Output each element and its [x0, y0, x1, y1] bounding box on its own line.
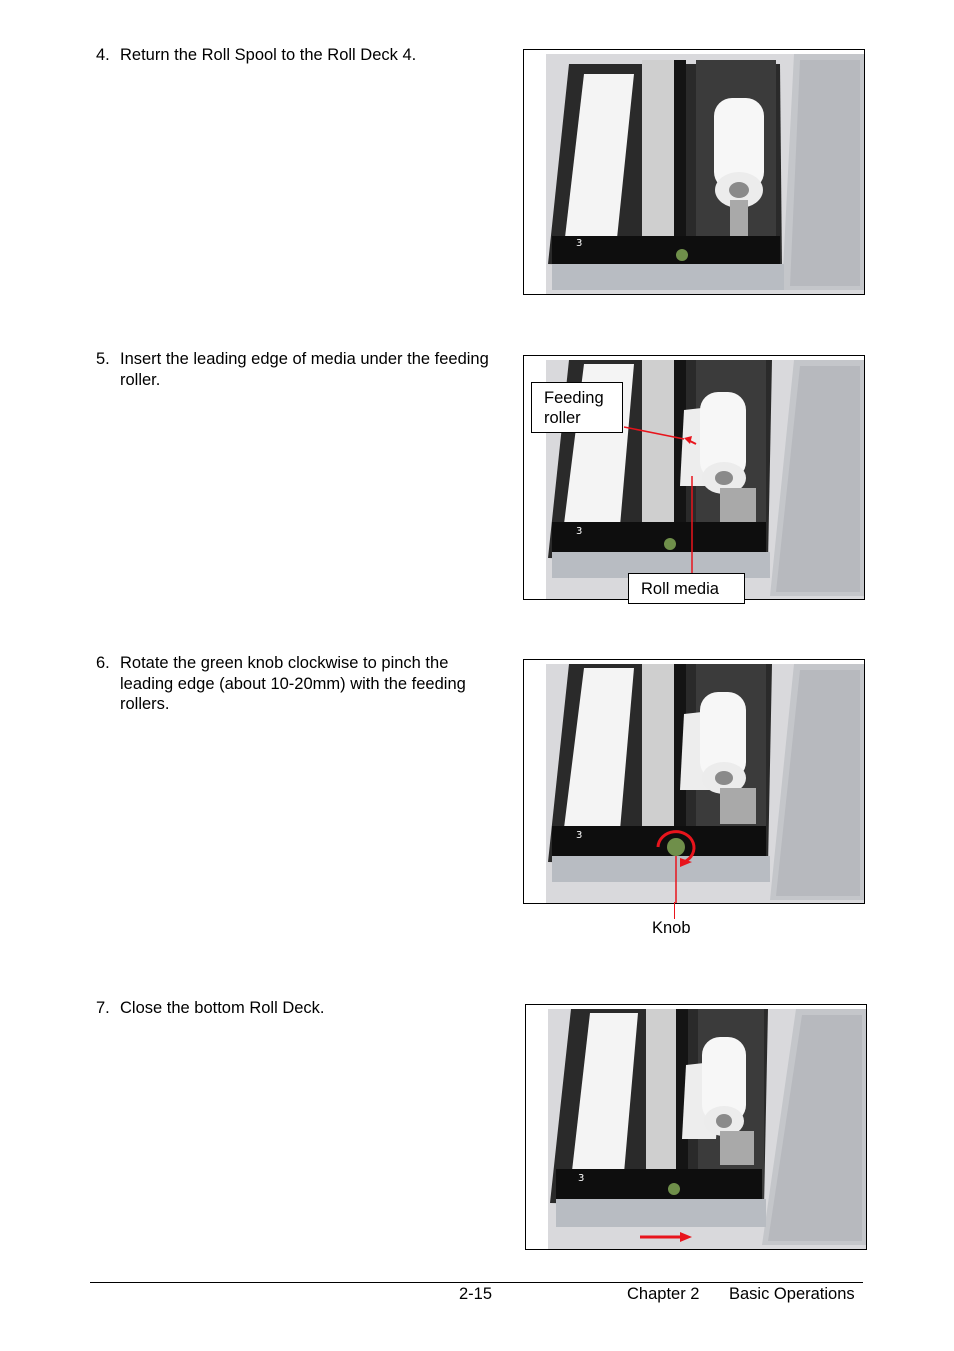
page-number: 2-15	[459, 1285, 493, 1303]
step-number: 4.	[96, 46, 110, 64]
knob-label: Knob	[652, 919, 691, 937]
footer-rule	[90, 1282, 863, 1283]
knob-leader-extension	[674, 902, 675, 919]
roll-deck-photo-close-deck	[525, 1004, 867, 1250]
step-text: Insert the leading edge of media under the feeding roller.	[120, 350, 489, 389]
step-number: 5.	[96, 350, 110, 368]
step-number: 7.	[96, 999, 110, 1017]
footer-chapter: Chapter 2	[627, 1285, 700, 1303]
step-7	[96, 998, 496, 1019]
step-text: Return the Roll Spool to the Roll Deck 4.	[120, 46, 417, 64]
feeding-roller-callout: Feeding roller	[531, 382, 623, 433]
step-text: Close the bottom Roll Deck.	[120, 999, 325, 1017]
roll-deck-photo-rotate-knob	[523, 659, 865, 904]
green-knob	[667, 838, 685, 856]
green-knob	[676, 249, 688, 261]
step-6	[96, 653, 496, 715]
roll-deck-photo-spool-returned	[523, 49, 865, 295]
svg-text:3: 3	[578, 1173, 585, 1184]
step-5	[96, 349, 496, 390]
svg-text:3: 3	[576, 238, 583, 249]
footer-section: Basic Operations	[729, 1285, 855, 1303]
svg-text:3: 3	[576, 526, 583, 537]
step-4	[96, 45, 496, 66]
roll-media-callout: Roll media	[628, 573, 745, 604]
step-text: Rotate the green knob clockwise to pinch the leading edge (about 10-20mm) with the feeding rollers.	[120, 654, 466, 713]
svg-text:3: 3	[576, 830, 583, 841]
step-number: 6.	[96, 654, 110, 672]
